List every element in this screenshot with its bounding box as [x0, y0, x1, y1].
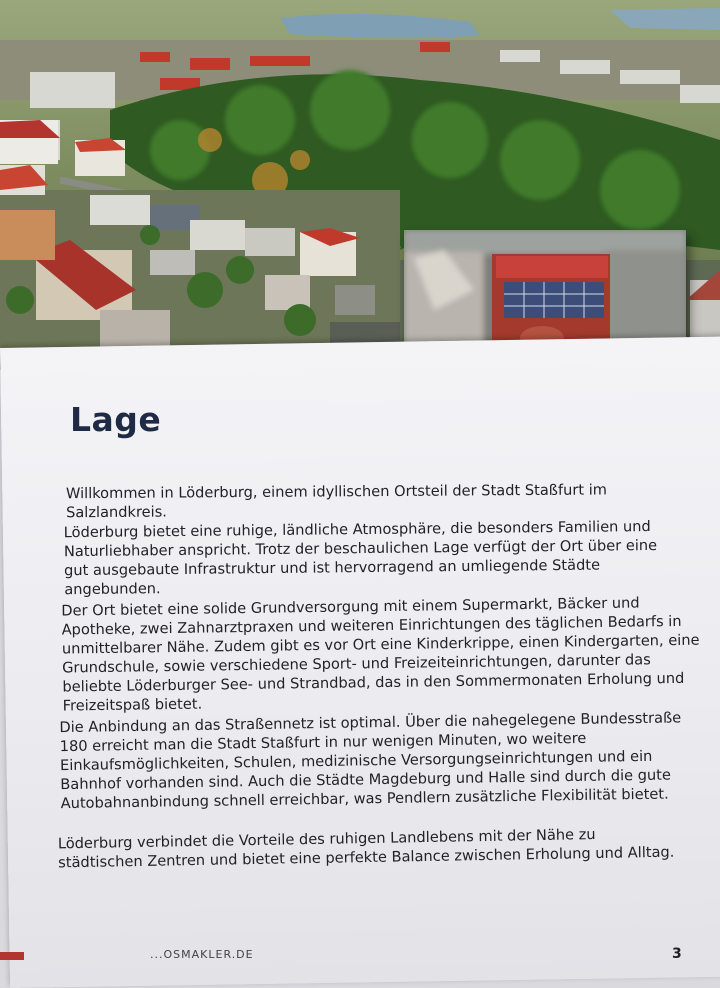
paragraph-atmosphere: Löderburg bietet eine ruhige, ländliche Atmosphäre, die besonders Familien und Naturliebhaber anspricht. Trotz der beschaulichen Lage verfügt der Ort über eine gut ausgebaute Infrastruktur und ist hervorragend an umliegende Städte angebunden. [63, 518, 658, 599]
section-heading: Lage [70, 400, 162, 439]
page-number: 3 [672, 946, 682, 962]
paragraph-summary: Löderburg verbindet die Vorteile des ruhigen Landlebens mit der Nähe zu städtischen Zentren und bietet eine perfekte Balance zwischen Erholung und Alltag. [57, 826, 675, 872]
paragraph-intro: Willkommen in Löderburg, einem idyllischen Ortsteil der Stadt Staßfurt im Salzlandkreis. [65, 481, 608, 522]
footer-website: ...OSMAKLER.DE [150, 948, 254, 961]
paragraph-transport: Die Anbindung an das Straßennetz ist optimal. Über die nahegelegene Bundesstraße 180 erreicht man die Stadt Staßfurt in nur wenigen Minuten, wo weitere Einkaufsmöglichkeiten, Schulen, medizinische Versorgungseinrichtungen und ein Bahnhof vorhanden sind. Auch die Städte Magdeburg und Halle sind durch die gute Autobahnanbindung schnell erreichbar, was Pendlern zusätzliche Flexibilität bietet. [59, 709, 682, 813]
paragraph-amenities: Der Ort bietet eine solide Grundversorgung mit einem Supermarkt, Bäcker und Apotheke, zwei Zahnarztpraxen und weiteren Einrichtungen des täglichen Bedarfs in unmittelbarer Nähe. Zudem gibt es vor Ort eine Kinderkrippe, einen Kindergarten, eine Grundschule, sowie verschiedene Sport- und Freizeiteinrichtungen, darunter das beliebte Löderburger See- und Strandbad, das in den Sommermonaten Erholung und Freizeitspaß bietet. [61, 594, 700, 715]
corner-accent [0, 952, 24, 960]
